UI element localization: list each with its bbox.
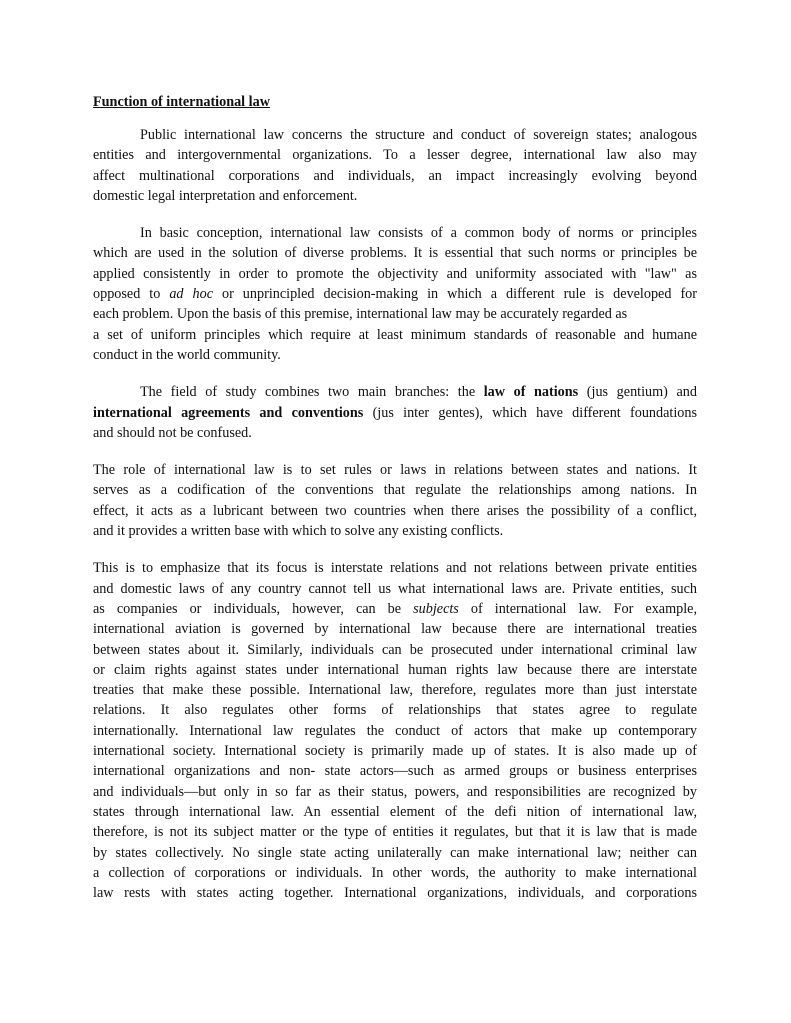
paragraph-5	[93, 558, 697, 903]
bold-term-law-of-nations: law of nations	[483, 384, 579, 401]
text-line: This is to emphasize that its focus is interstate relations and not relations between private entities	[93, 560, 697, 577]
text-run: opposed to	[93, 286, 170, 303]
text-line: serves as a codification of the conventions that regulate the relationships among nations. In	[93, 482, 697, 499]
text-run: (jus inter gentes), which have different foundations	[363, 404, 697, 421]
text-line	[93, 382, 697, 402]
text-line: international aviation is governed by international law because there are international treaties	[93, 621, 697, 638]
text-line: domestic legal interpretation and enforcement.	[93, 187, 358, 204]
text-line: international organizations and non- state actors—such as armed groups or business enterprises	[93, 763, 697, 780]
text-line: affect multinational corporations and individuals, an impact increasingly evolving beyond	[93, 167, 697, 184]
text-line: or claim rights against states under international human rights law because there are interstate	[93, 661, 697, 678]
text-line: by states collectively. No single state acting unilaterally can make international law; neither can	[93, 844, 697, 861]
text-line	[93, 403, 697, 423]
text-line: applied consistently in order to promote the objectivity and uniformity associated with "law" as	[93, 265, 697, 282]
text-line: a set of uniform principles which require at least minimum standards of reasonable and humane	[93, 326, 697, 343]
text-run: of international law. For example,	[458, 600, 697, 617]
text-line: which are used in the solution of diverse problems. It is essential that such norms or principles be	[93, 245, 697, 262]
text-line: relations. It also regulates other forms of relationships that states agree to regulate	[93, 702, 697, 719]
text-line: effect, it acts as a lubricant between two countries when there arises the possibility of a conflict,	[93, 502, 697, 519]
text-run: (jus gentium) and	[578, 384, 697, 401]
text-line: a collection of corporations or individuals. In other words, the authority to make international	[93, 864, 697, 881]
text-line: and it provides a written base with which to solve any existing conflicts.	[93, 523, 504, 540]
italic-term-subjects: subjects	[413, 600, 459, 617]
text-line: The role of international law is to set rules or laws in relations between states and nations. It	[93, 462, 697, 479]
text-line: law rests with states acting together. International organizations, individuals, and corporations	[93, 885, 697, 902]
italic-term-ad-hoc: ad hoc	[169, 286, 213, 303]
text-line: between states about it. Similarly, individuals can be prosecuted under international criminal law	[93, 641, 697, 658]
text-line	[93, 599, 697, 619]
document-page	[93, 92, 697, 903]
section-heading: Function of international law	[93, 94, 270, 110]
paragraph-1	[93, 125, 697, 206]
text-line: entities and intergovernmental organizations. To a lesser degree, international law also may	[93, 147, 697, 164]
text-run: as companies or individuals, however, can be	[93, 600, 414, 617]
text-line: each problem. Upon the basis of this premise, international law may be accurately regarded as	[93, 306, 628, 323]
text-line: internationally. International law regulates the conduct of actors that make up contemporary	[93, 722, 697, 739]
text-line: Public international law concerns the structure and conduct of sovereign states; analogous	[140, 127, 697, 143]
text-line: therefore, is not its subject matter or the type of entities it regulates, but that it is law that is made	[93, 824, 697, 841]
text-run: The field of study combines two main branches: the	[140, 384, 484, 401]
text-line: and individuals—but only in so far as their status, powers, and responsibilities are recognized by	[93, 783, 697, 800]
text-line: In basic conception, international law consists of a common body of norms or principles	[140, 225, 697, 242]
text-line: states through international law. An essential element of the defi nition of international law,	[93, 803, 697, 820]
text-line: and should not be confused.	[93, 424, 252, 441]
text-run: or unprincipled decision-making in which a different rule is developed for	[213, 286, 697, 303]
bold-term-international-agreements: international agreements and conventions	[93, 404, 364, 421]
text-line: conduct in the world community.	[93, 346, 281, 363]
text-line: treaties that make these possible. International law, therefore, regulates more than just interstate	[93, 682, 697, 699]
text-line	[93, 284, 697, 304]
text-line: international society. International society is primarily made up of states. It is also made up of	[93, 743, 697, 760]
paragraph-2	[93, 223, 697, 365]
text-line: and domestic laws of any country cannot tell us what international laws are. Private entities, such	[93, 580, 697, 597]
paragraph-3	[93, 382, 697, 443]
paragraph-4	[93, 460, 697, 541]
